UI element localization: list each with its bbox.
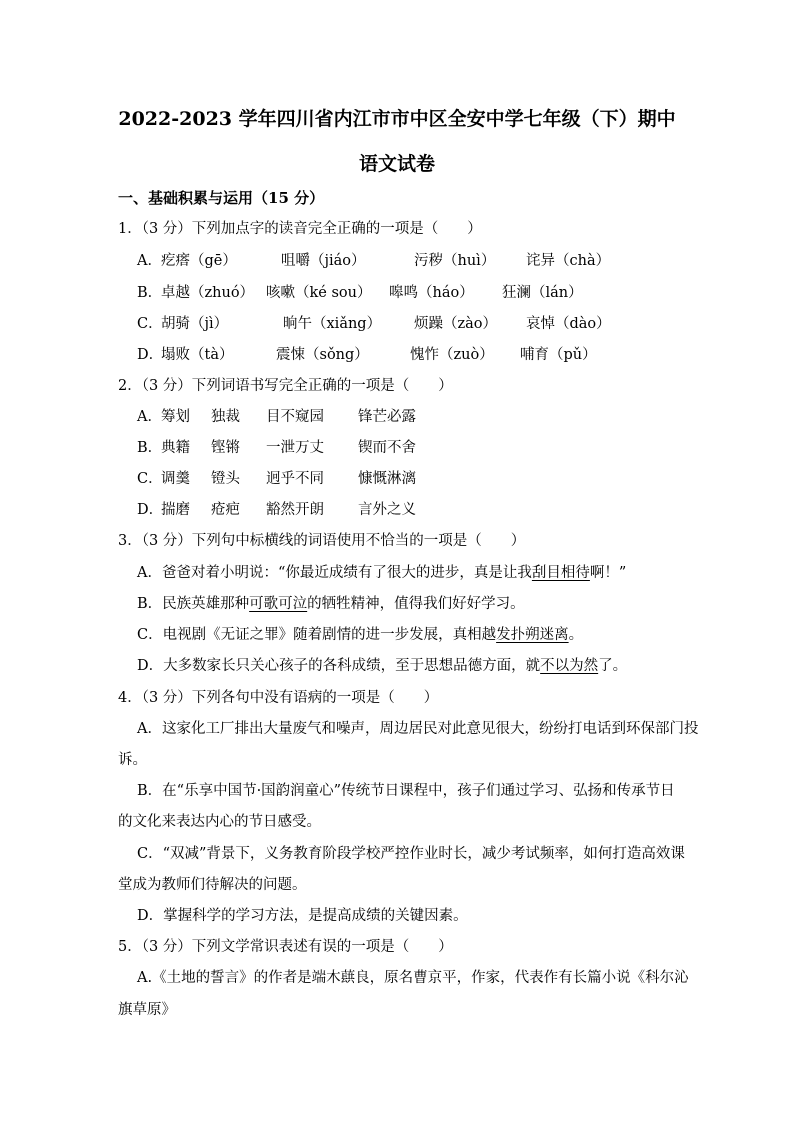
word: 典籍: [161, 440, 190, 456]
question-4-stem: 4．（3 分）下列各句中没有语病的一项是（ ）: [118, 690, 439, 706]
question-1-stem: 1．（3 分）下列加点字的读音完全正确的一项是（ ）: [118, 221, 482, 237]
question-4-option-b: B．在“乐享中国节·国韵润童心”传统节日课程中，孩子们通过学习、弘扬和传承节日: [137, 783, 675, 799]
word: 诧异（chà）: [526, 253, 611, 269]
question-3-stem: 3．（3 分）下列句中标横线的词语使用不恰当的一项是（ ）: [118, 533, 526, 549]
word: 迥乎不同: [266, 471, 324, 487]
word: 疮疤: [211, 502, 240, 518]
sentence-part: 了。: [598, 658, 628, 674]
word: 晌午（xiǎng）: [283, 316, 382, 332]
word: 独裁: [211, 409, 240, 425]
option-label: D．: [137, 658, 164, 674]
sentence-part: 的牺牲精神，值得我们好好学习。: [307, 596, 525, 612]
question-4-option-c-cont: 堂成为教师们待解决的问题。: [118, 877, 307, 893]
word: 咳嗽（ké sou）: [266, 285, 372, 301]
word: 塌败（tà）: [161, 347, 234, 363]
word: 一泄万丈: [266, 440, 324, 456]
option-label: B．: [137, 440, 163, 456]
option-label: C．: [137, 471, 163, 487]
question-4-option-c: C．“双减”背景下，义务教育阶段学校严控作业时长，减少考试频率，如何打造高效课: [137, 846, 685, 862]
word: 嗥鸣（háo）: [389, 285, 474, 301]
sentence-part: 民族英雄那种: [162, 596, 250, 612]
word: 哺育（pǔ）: [520, 347, 597, 363]
option-label: C．: [137, 316, 163, 332]
word: 愧怍（zuò）: [410, 347, 494, 363]
word: 胡骑（jì）: [161, 316, 229, 332]
question-5-option-a-cont: 旗草原》: [118, 1002, 176, 1018]
question-4-option-b-cont: 的文化来表达内心的节日感受。: [118, 814, 321, 830]
sentence-part: 大多数家长只关心孩子的各科成绩，至于思想品德方面，就: [163, 658, 541, 674]
word: 慷慨淋漓: [358, 471, 416, 487]
section-heading: 一、基础积累与运用（15 分）: [118, 189, 325, 207]
word: 镫头: [211, 471, 240, 487]
underlined-phrase: 可歌可泣: [249, 596, 308, 612]
question-4-option-a: A．这家化工厂排出大量废气和噪声，周边居民对此意见很大，纷纷打电话到环保部门投: [137, 721, 699, 737]
underlined-phrase: 不以为然: [540, 658, 599, 674]
option-label: B．: [137, 596, 163, 612]
word: 筹划: [161, 409, 190, 425]
option-label: A．: [137, 565, 162, 581]
word: 咀嚼（jiáo）: [281, 253, 366, 269]
option-label: A．: [137, 253, 162, 269]
word: 烦躁（zào）: [414, 316, 498, 332]
word: 揣磨: [161, 502, 190, 518]
word: 铿锵: [211, 440, 240, 456]
word: 豁然开朗: [266, 502, 324, 518]
option-label: C．: [137, 627, 163, 643]
question-3-option-a: [137, 561, 626, 582]
option-label: D．: [137, 502, 164, 518]
option-label: A．: [137, 409, 162, 425]
option-label: B．: [137, 285, 163, 301]
word: 卓越（zhuó）: [161, 285, 255, 301]
question-5-stem: 5．（3 分）下列文学常识表述有误的一项是（ ）: [118, 939, 453, 955]
question-5-option-a: A.《土地的誓言》的作者是端木蕻良，原名曹京平，作家，代表作有长篇小说《科尔沁: [137, 970, 689, 986]
sentence-part: 电视剧《无证之罪》随着剧情的进一步发展，真相越: [162, 627, 497, 643]
question-3-option-d: [137, 654, 627, 675]
question-2-stem: 2．（3 分）下列词语书写完全正确的一项是（ ）: [118, 378, 453, 394]
question-4-option-a-cont: 诉。: [118, 752, 147, 768]
sentence-part: 。: [568, 627, 584, 643]
option-label: D．: [137, 347, 164, 363]
word: 哀悼（dào）: [526, 316, 611, 332]
word: 调羹: [161, 471, 190, 487]
question-3-option-c: [137, 623, 583, 644]
question-4-option-d: D．掌握科学的学习方法，是提高成绩的关键因素。: [137, 908, 468, 924]
sentence-part: 啊！”: [589, 565, 627, 581]
word: 污秽（huì）: [414, 253, 496, 269]
word: 震悚（sǒng）: [276, 347, 369, 363]
word: 锋芒必露: [358, 409, 416, 425]
underlined-phrase: 发扑朔迷离: [496, 627, 569, 643]
word: 狂澜（lán）: [502, 285, 583, 301]
sentence-part: 爸爸对着小明说：“你最近成绩有了很大的进步，真是让我: [161, 565, 532, 581]
exam-title-line2: 语文试卷: [358, 153, 435, 175]
word: 疙瘩（gē）: [161, 253, 237, 269]
word: 目不窥园: [266, 409, 324, 425]
underlined-phrase: 刮目相待: [531, 565, 590, 581]
word: 言外之义: [358, 502, 416, 518]
word: 锲而不舍: [358, 440, 416, 456]
question-3-option-b: [137, 592, 525, 613]
exam-title-line1: 2022-2023 学年四川省内江市市中区全安中学七年级（下）期中: [118, 108, 676, 130]
